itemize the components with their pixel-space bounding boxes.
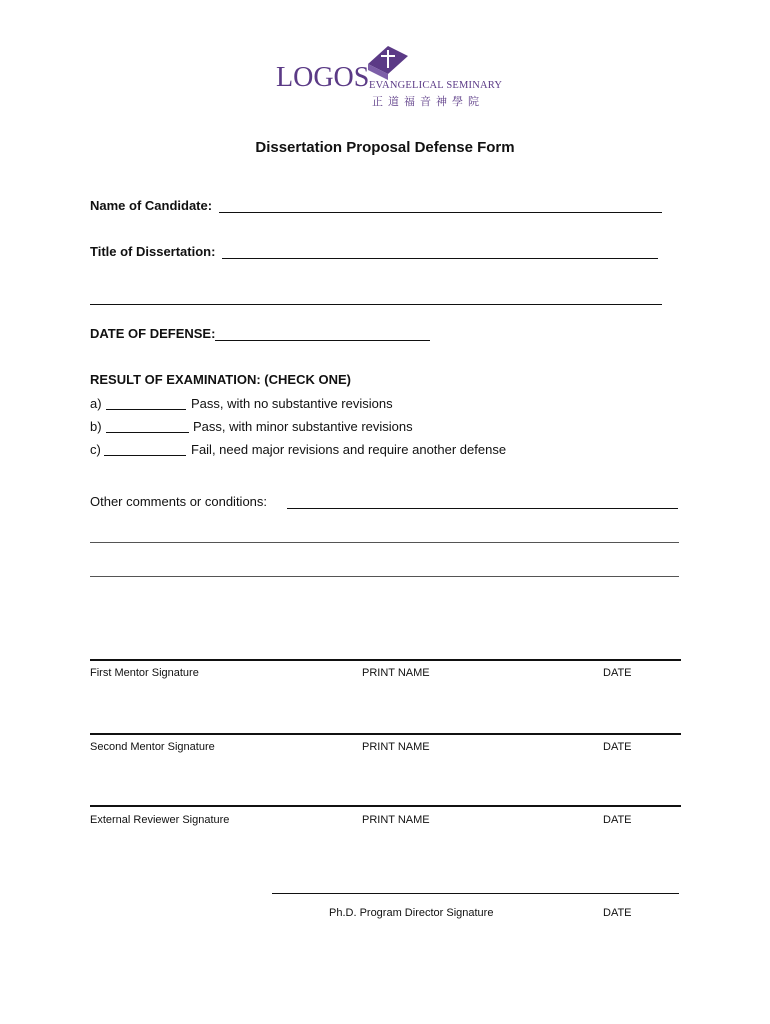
second-mentor-signature-line[interactable] <box>90 733 681 735</box>
option-a-text: Pass, with no substantive revisions <box>191 396 393 411</box>
external-reviewer-signature-line[interactable] <box>90 805 681 807</box>
second-mentor-signature-label: Second Mentor Signature <box>90 741 215 753</box>
date-label: DATE OF DEFENSE: <box>90 326 216 341</box>
logo-subtitle: EVANGELICAL SEMINARY <box>369 80 503 91</box>
comments-field-line3[interactable] <box>90 576 679 577</box>
second-mentor-print-name-label: PRINT NAME <box>362 741 430 753</box>
option-a-checkbox[interactable] <box>106 409 186 410</box>
first-mentor-print-name-label: PRINT NAME <box>362 667 430 679</box>
form-title: Dissertation Proposal Defense Form <box>255 139 515 156</box>
comments-label: Other comments or conditions: <box>90 494 268 509</box>
option-b-text: Pass, with minor substantive revisions <box>193 419 413 434</box>
option-b-letter: b) <box>90 419 102 434</box>
director-signature-label: Ph.D. Program Director Signature <box>329 907 494 919</box>
dissertation-title-field[interactable] <box>222 258 658 259</box>
option-c-letter: c) <box>90 442 101 457</box>
result-heading: RESULT OF EXAMINATION: (CHECK ONE) <box>90 372 351 387</box>
comments-field[interactable] <box>287 508 678 509</box>
dissertation-title-label: Title of Dissertation: <box>90 244 216 259</box>
first-mentor-signature-label: First Mentor Signature <box>90 667 199 679</box>
external-reviewer-signature-label: External Reviewer Signature <box>90 814 230 826</box>
second-mentor-date-label: DATE <box>603 741 632 753</box>
first-mentor-date-label: DATE <box>603 667 632 679</box>
director-date-label: DATE <box>603 907 632 919</box>
option-c-checkbox[interactable] <box>104 455 186 456</box>
option-c-text: Fail, need major revisions and require another defense <box>191 442 507 457</box>
date-field[interactable] <box>215 340 430 341</box>
external-reviewer-print-name-label: PRINT NAME <box>362 814 430 826</box>
cross-book-icon <box>364 42 410 82</box>
logo-name: LOGOS <box>276 62 370 93</box>
name-field[interactable] <box>219 212 662 213</box>
comments-field-line2[interactable] <box>90 542 679 543</box>
option-b-checkbox[interactable] <box>106 432 189 433</box>
name-label: Name of Candidate: <box>90 198 213 213</box>
option-a-letter: a) <box>90 396 102 411</box>
director-signature-line[interactable] <box>272 893 679 894</box>
external-reviewer-date-label: DATE <box>603 814 632 826</box>
first-mentor-signature-line[interactable] <box>90 659 681 661</box>
logo-chinese-name: 正道福音神學院 <box>372 95 484 108</box>
dissertation-title-field-line2[interactable] <box>90 304 662 305</box>
